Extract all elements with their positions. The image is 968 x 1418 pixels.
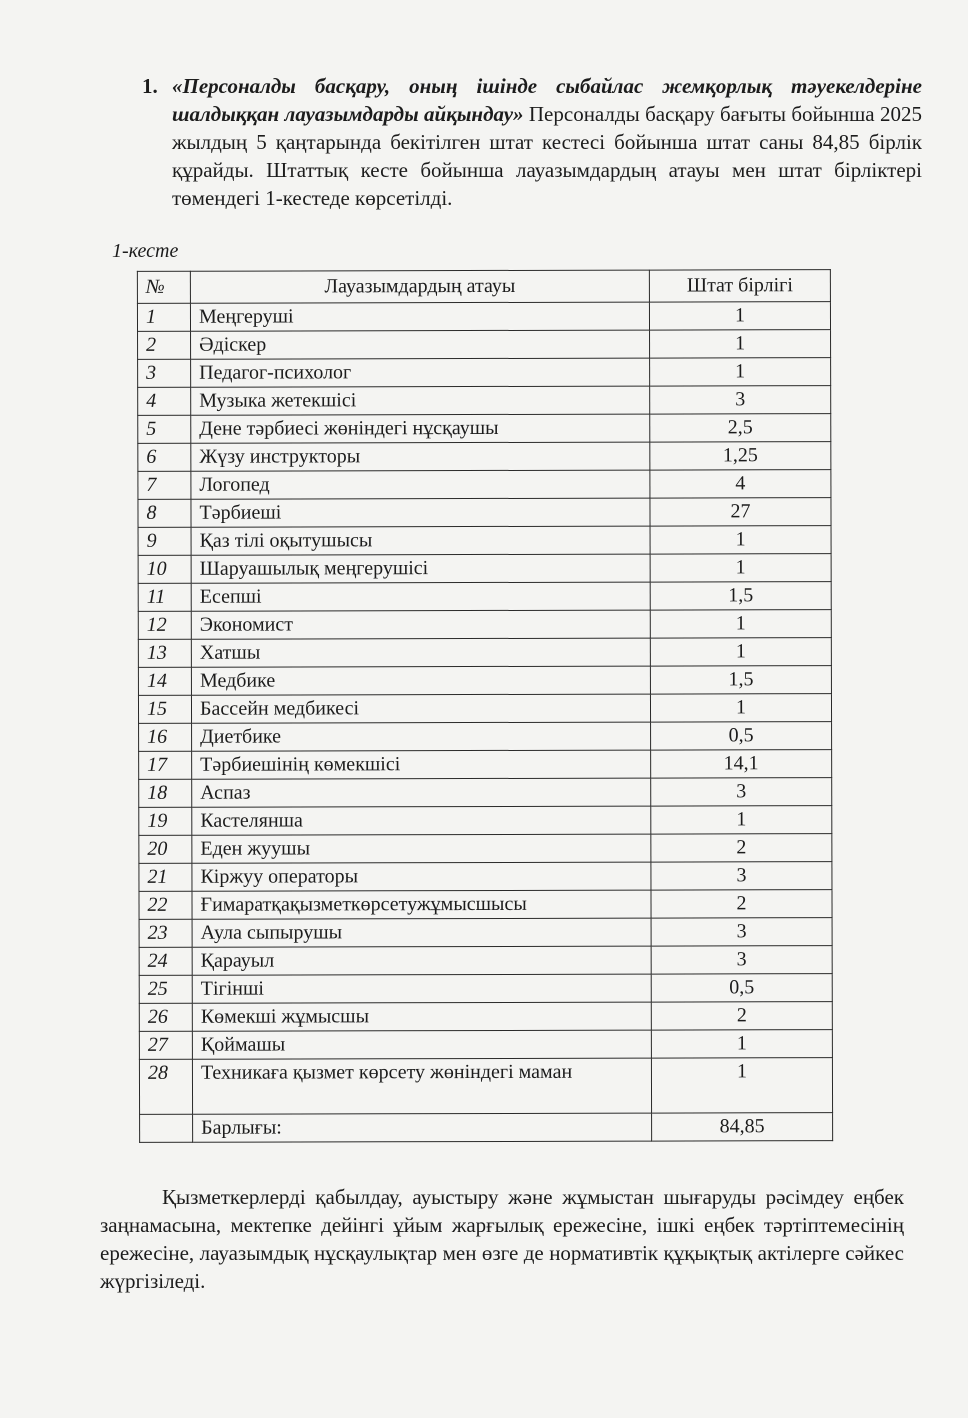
row-number: 10 <box>138 555 191 583</box>
staff-units: 1 <box>651 1058 832 1113</box>
section-number: 1. <box>142 74 158 98</box>
row-number: 14 <box>138 667 191 695</box>
row-number: 7 <box>138 471 191 499</box>
table-row <box>138 498 831 528</box>
intro-paragraph <box>142 72 922 212</box>
table-row <box>139 946 832 976</box>
row-number: 28 <box>139 1059 192 1114</box>
row-number: 8 <box>138 499 191 527</box>
header-staff-units: Штат бірлігі <box>649 270 830 302</box>
position-name: Шаруашылық меңгерушісі <box>191 554 650 583</box>
staff-units: 1 <box>650 638 831 666</box>
staff-units: 1,5 <box>650 666 831 694</box>
staff-units: 1 <box>650 554 831 582</box>
staff-units: 1,5 <box>650 582 831 610</box>
position-name: Музыка жетекшісі <box>191 386 650 415</box>
position-name: Қаз тілі оқытушысы <box>191 526 650 555</box>
position-name: Аула сыпырушы <box>192 918 651 947</box>
table-row <box>139 834 832 864</box>
table-row <box>138 442 831 472</box>
table-row <box>138 694 831 724</box>
position-name: Дене тәрбиесі жөніндегі нұсқаушы <box>191 414 650 443</box>
staff-units: 2,5 <box>650 414 831 442</box>
position-name: Экономист <box>191 610 650 639</box>
table-row <box>137 302 830 332</box>
position-name: Бассейн медбикесі <box>191 694 650 723</box>
row-number: 9 <box>138 527 191 555</box>
header-position-name: Лауазымдардың атауы <box>190 270 649 303</box>
position-name: Аспаз <box>192 778 651 807</box>
position-name: Тәрбиешінің көмекшісі <box>192 750 651 779</box>
row-number: 21 <box>139 863 192 891</box>
position-name: Жүзу инструкторы <box>191 442 650 471</box>
total-label: Барлығы: <box>193 1113 652 1142</box>
position-name: Әдіскер <box>191 330 650 359</box>
table-row <box>139 1002 832 1032</box>
row-number: 15 <box>138 695 191 723</box>
section-title: «Персоналды басқару, оның ішінде сыбайлас жемқорлық тәуекелдеріне шалдыққан лауазымдарды айқындау» <box>172 74 922 126</box>
row-number: 3 <box>138 359 191 387</box>
staff-units: 1 <box>650 330 831 358</box>
staff-units: 2 <box>651 834 832 862</box>
intro-text <box>172 72 922 212</box>
staff-units: 14,1 <box>651 750 832 778</box>
row-number: 22 <box>139 891 192 919</box>
row-number: 26 <box>139 1003 192 1031</box>
row-number: 24 <box>139 947 192 975</box>
staff-units: 3 <box>651 946 832 974</box>
position-name: Меңгеруші <box>190 302 649 331</box>
total-value: 84,85 <box>652 1113 833 1141</box>
position-name: Қарауыл <box>192 946 651 975</box>
position-name: Логопед <box>191 470 650 499</box>
position-name: Есепші <box>191 582 650 611</box>
table-row <box>139 778 832 808</box>
staff-units: 1 <box>651 806 832 834</box>
staff-units: 0,5 <box>651 974 832 1002</box>
table-body <box>137 302 832 1115</box>
staff-units: 3 <box>650 386 831 414</box>
position-name: Педагог-психолог <box>191 358 650 387</box>
row-number: 5 <box>138 415 191 443</box>
position-name: Диетбике <box>192 722 651 751</box>
staff-units: 1 <box>650 358 831 386</box>
table-row <box>139 1030 832 1060</box>
table-row <box>138 638 831 668</box>
table-row <box>139 806 832 836</box>
table-row <box>138 330 831 360</box>
row-number: 11 <box>138 583 191 611</box>
staff-units: 1 <box>650 610 831 638</box>
total-num-cell <box>140 1114 193 1142</box>
table-row <box>138 610 831 640</box>
table-header-row <box>137 270 830 304</box>
row-number: 27 <box>139 1031 192 1059</box>
position-name: Медбике <box>191 666 650 695</box>
position-name: Ғимаратқақызметкөрсетужұмысшысы <box>192 890 651 919</box>
position-name: Техникаға қызмет көрсету жөніндегі маман <box>192 1058 651 1114</box>
row-number: 23 <box>139 919 192 947</box>
staff-units: 1 <box>650 526 831 554</box>
staff-units: 27 <box>650 498 831 526</box>
row-number: 12 <box>138 611 191 639</box>
position-name: Хатшы <box>191 638 650 667</box>
position-name: Тігінші <box>192 974 651 1003</box>
row-number: 18 <box>139 779 192 807</box>
position-name: Еден жуушы <box>192 834 651 863</box>
row-number: 16 <box>139 723 192 751</box>
table-row <box>139 722 832 752</box>
intro-body: Персоналды басқару бағыты бойынша 2025 жылдың 5 қаңтарында бекітілген штат кестесі бойынша штат саны 84,85 бірлік құрайды. Штаттық кесте бойынша лауазымдардың атауы мен штат бірліктері төмендегі 1-кестеде көрсетілді. <box>172 102 922 210</box>
staff-units: 2 <box>651 1002 832 1030</box>
table-row <box>139 750 832 780</box>
staff-units: 4 <box>650 470 831 498</box>
staff-table <box>137 269 833 1143</box>
table-caption: 1-кесте <box>112 240 179 262</box>
table-row <box>139 890 832 920</box>
staff-units: 0,5 <box>651 722 832 750</box>
table-row <box>139 862 832 892</box>
row-number: 17 <box>139 751 192 779</box>
table-row <box>138 666 831 696</box>
table-row <box>138 526 831 556</box>
table-row <box>138 386 831 416</box>
table-row <box>138 582 831 612</box>
position-name: Тәрбиеші <box>191 498 650 527</box>
staff-units: 1,25 <box>650 442 831 470</box>
row-number: 25 <box>139 975 192 1003</box>
staff-units: 3 <box>651 778 832 806</box>
table-row <box>139 974 832 1004</box>
header-num: № <box>137 271 190 303</box>
staff-units: 1 <box>651 1030 832 1058</box>
row-number: 2 <box>138 331 191 359</box>
table-row <box>138 358 831 388</box>
table-row <box>138 470 831 500</box>
staff-units: 3 <box>651 918 832 946</box>
staff-units: 1 <box>650 694 831 722</box>
row-number: 1 <box>137 303 190 331</box>
table-row <box>138 554 831 584</box>
row-number: 19 <box>139 807 192 835</box>
total-row <box>140 1113 833 1143</box>
closing-paragraph: Қызметкерлерді қабылдау, ауыстыру және жұмыстан шығаруды рәсімдеу еңбек заңнамасына, мектепке дейінгі ұйым жарғылық ережесіне, ішкі еңбек тәртіптемесінің ережесіне, лауазымдық нұсқаулықтар мен өзге де нормативтік құқықтық актілерге сәйкес жүргізіледі. <box>100 1185 904 1293</box>
row-number: 20 <box>139 835 192 863</box>
position-name: Кастелянша <box>192 806 651 835</box>
position-name: Қоймашы <box>192 1030 651 1059</box>
position-name: Кіржуу операторы <box>192 862 651 891</box>
staff-units: 2 <box>651 890 832 918</box>
table-row <box>138 414 831 444</box>
staff-units: 3 <box>651 862 832 890</box>
table-row <box>139 918 832 948</box>
row-number: 6 <box>138 443 191 471</box>
table-row <box>139 1058 832 1115</box>
row-number: 13 <box>138 639 191 667</box>
row-number: 4 <box>138 387 191 415</box>
staff-units: 1 <box>649 302 830 330</box>
position-name: Көмекші жұмысшы <box>192 1002 651 1031</box>
